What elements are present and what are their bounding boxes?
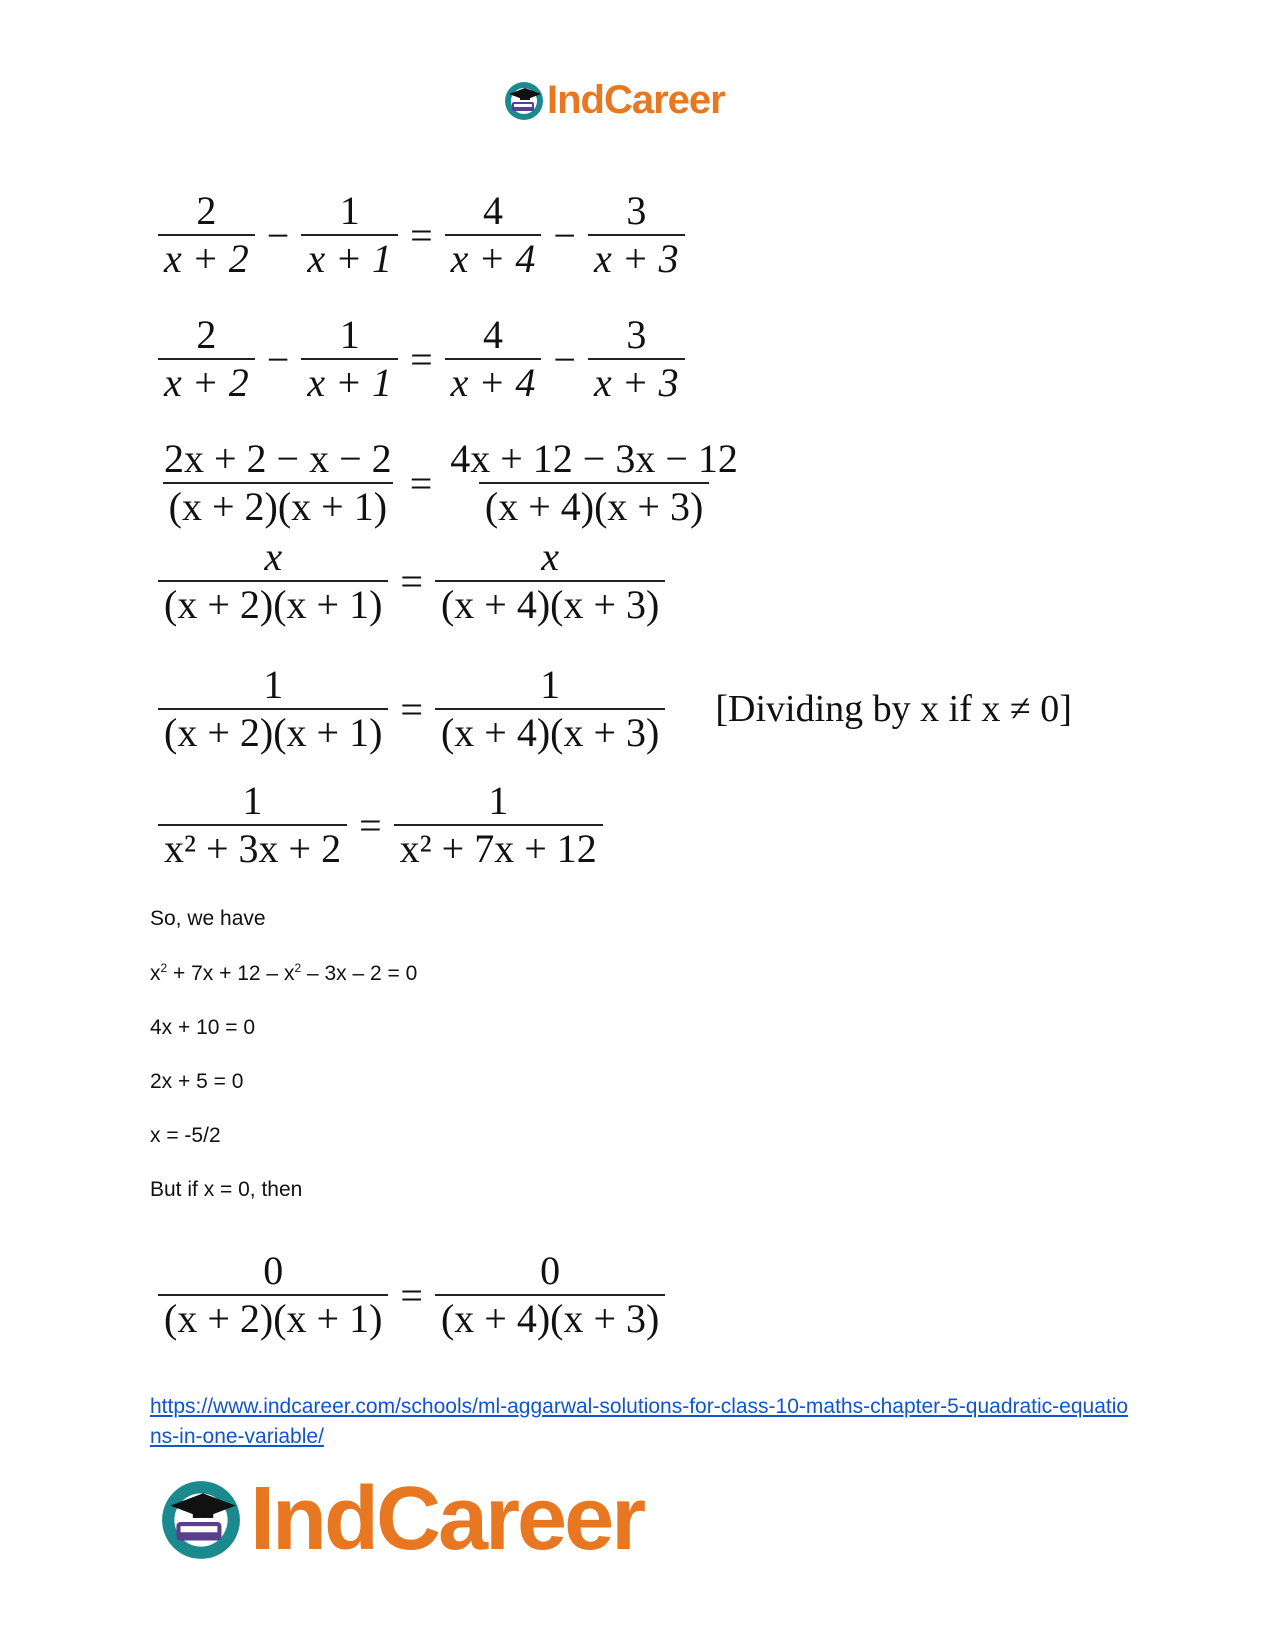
denominator: (x + 2)(x + 1)	[158, 708, 388, 754]
footer-logo	[158, 1468, 643, 1571]
numerator: 1	[263, 662, 284, 707]
logo-text: IndCareer	[547, 78, 725, 122]
numerator: 2x + 2 − x − 2	[164, 436, 392, 481]
text-so-we-have: So, we have	[150, 907, 266, 930]
numerator: 4	[483, 188, 503, 233]
denominator: x² + 7x + 12	[394, 824, 603, 870]
logo-text: IndCareer	[250, 1469, 644, 1569]
text-line-2: 4x + 10 = 0	[150, 1016, 256, 1039]
numerator: 4x + 12 − 3x − 12	[450, 436, 738, 481]
denominator: x + 3	[588, 358, 685, 404]
graduation-book-icon	[158, 1477, 244, 1563]
numerator: 0	[540, 1248, 561, 1293]
numerator: x	[541, 534, 560, 579]
denominator: (x + 2)(x + 1)	[158, 580, 388, 626]
equation-4: $\frac{x}{(x + 2)(x + 1)}$ = $\frac{x}{(x + 4)(x + 3)}$	[156, 536, 667, 626]
numerator: 1	[242, 778, 263, 823]
denominator: (x + 4)(x + 3)	[435, 580, 665, 626]
denominator: (x + 4)(x + 3)	[435, 708, 665, 754]
superscript: 2	[294, 961, 302, 975]
equation-7: $\frac{0}{(x + 2)(x + 1)}$ = $\frac{0}{(x + 4)(x + 3)}$	[156, 1250, 667, 1340]
numerator: 0	[263, 1248, 284, 1293]
denominator: x + 2	[158, 358, 255, 404]
equation-2: $\frac{2}{x + 2}$ − $\frac{1}{x + 1}$ = $\frac{4}{x + 4}$ − $\frac{3}{x + 3}$	[156, 314, 687, 404]
dividing-note: [Dividing by x if x ≠ 0]	[715, 688, 1072, 730]
numerator: 3	[626, 188, 647, 233]
denominator: x + 1	[301, 358, 398, 404]
graduation-book-icon	[503, 80, 545, 122]
denominator: x + 2	[158, 234, 255, 280]
numerator: 4	[483, 312, 503, 357]
numerator: 2	[196, 312, 217, 357]
equation-1: $\frac{2}{x + 2}$ − $\frac{1}{x + 1}$ = $\frac{4}{x + 4}$ − $\frac{3}{x + 3}$	[156, 190, 687, 280]
denominator: (x + 2)(x + 1)	[163, 482, 393, 528]
denominator: x + 4	[445, 234, 542, 280]
numerator: 1	[540, 662, 561, 707]
denominator: (x + 4)(x + 3)	[479, 482, 709, 528]
equation-6: $\frac{1}{\text{x² + 3x + 2}}$ = $\frac{1}{\text{x² + 7x + 12}}$	[156, 780, 605, 870]
numerator: x	[264, 534, 283, 579]
equation-3: $\frac{2x + 2 - x - 2}{(x + 2)(x + 1)}$ = $\frac{4x + 12 - 3x - 12}{(x + 4)(x + 3)}$	[156, 438, 746, 528]
numerator: 1	[339, 312, 360, 357]
numerator: 1	[488, 778, 509, 823]
denominator: x + 1	[301, 234, 398, 280]
denominator: x² + 3x + 2	[158, 824, 347, 870]
superscript: 2	[160, 961, 168, 975]
denominator: (x + 2)(x + 1)	[158, 1294, 388, 1340]
solutions-link[interactable]: https://www.indcareer.com/schools/ml-aggarwal-solutions-for-class-10-maths-chapter-5-quadratic-equations-in-one-variable/	[150, 1395, 1129, 1448]
text-part: + 7x + 12 – x	[167, 962, 295, 985]
numerator: 2	[196, 188, 217, 233]
text-part: – 3x – 2 = 0	[301, 962, 418, 985]
numerator: 3	[626, 312, 647, 357]
text-line-1	[150, 961, 417, 986]
text-line-4: x = -5/2	[150, 1124, 221, 1147]
text-line-5: But if x = 0, then	[150, 1178, 303, 1201]
header-logo	[503, 78, 725, 123]
equation-5: $\frac{1}{(x + 2)(x + 1)}$ = $\frac{1}{(x + 4)(x + 3)}$ [Dividing by x if x ≠ 0]	[156, 664, 1072, 754]
text-part: x	[150, 962, 161, 985]
denominator: x + 4	[445, 358, 542, 404]
text-line-3: 2x + 5 = 0	[150, 1070, 244, 1093]
denominator: x + 3	[588, 234, 685, 280]
denominator: (x + 4)(x + 3)	[435, 1294, 665, 1340]
numerator: 1	[339, 188, 360, 233]
